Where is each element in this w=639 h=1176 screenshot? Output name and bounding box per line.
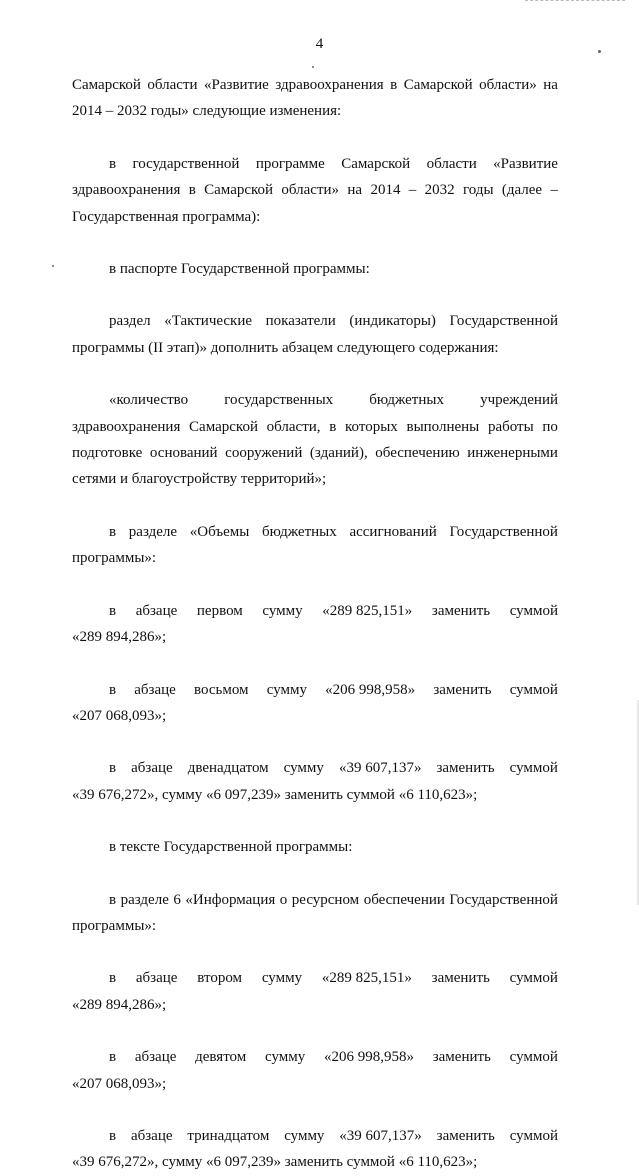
text-line — [72, 598, 558, 624]
word: абзаце — [134, 681, 176, 698]
scan-edge-mark — [525, 0, 625, 2]
word: «39 607,137» — [339, 1127, 422, 1144]
word: абзаце — [130, 1127, 173, 1144]
word: раздел — [109, 313, 151, 330]
text-line: программы»: — [72, 917, 157, 934]
word: «39 607,137» — [338, 760, 422, 777]
text-line — [72, 72, 558, 98]
scan-speck — [312, 66, 314, 68]
word: работы — [487, 418, 534, 435]
text-line — [72, 308, 558, 334]
word: первом — [196, 602, 243, 619]
word: учреждений — [480, 392, 558, 409]
word: «289 825,151» — [322, 602, 413, 619]
word: суммой — [509, 681, 558, 698]
word: Самарской — [72, 77, 141, 93]
text-line — [72, 440, 558, 466]
word: тринадцатом — [187, 1127, 270, 1144]
word: суммой — [509, 1127, 558, 1144]
text-line: «39 676,272», сумму «6 097,239» заменить суммой «6 110,623»; — [72, 1154, 478, 1171]
word: заменить — [431, 602, 491, 619]
text-line: программы (II этап)» дополнить абзацем следующего содержания: — [72, 339, 499, 356]
word: 6 — [173, 891, 181, 908]
text-line: «207 068,093»; — [72, 1075, 167, 1092]
word: в — [390, 77, 398, 93]
word: в — [109, 1127, 117, 1144]
word: 2014 — [370, 182, 401, 199]
word: двенадцатом — [187, 760, 269, 777]
text-line — [72, 151, 558, 177]
word: годы — [462, 182, 494, 199]
word: в — [109, 523, 117, 540]
word: на — [347, 182, 363, 199]
word: – — [550, 182, 558, 199]
word: государственных — [224, 392, 334, 409]
word: «206 998,958» — [323, 1049, 414, 1066]
word: разделе — [120, 891, 169, 908]
word: сумму — [283, 760, 324, 777]
word: инженерными — [467, 445, 558, 462]
text-line: в тексте Государственной программы: — [109, 839, 353, 856]
word: области — [426, 155, 477, 172]
word: заменить — [436, 1127, 495, 1144]
word: области» — [281, 182, 340, 199]
text-line — [72, 519, 558, 545]
text-line — [72, 387, 558, 413]
word: в — [109, 970, 117, 987]
word: абзаце — [135, 970, 178, 987]
word: «Тактические — [164, 313, 253, 330]
word: разделе — [128, 523, 178, 540]
word: выполнены — [406, 418, 480, 435]
text-line: сетями и благоустройству территорий»; — [72, 471, 327, 488]
word: здравоохранения — [72, 418, 181, 435]
word: (далее — [501, 182, 543, 199]
word: государственной — [132, 155, 240, 172]
text-line — [72, 1123, 558, 1149]
word: «Развитие — [204, 77, 269, 93]
word: «289 825,151» — [321, 970, 412, 987]
text-line — [72, 677, 558, 703]
text-line — [72, 414, 558, 440]
word: в — [109, 760, 117, 777]
word: Государственной — [449, 891, 558, 908]
word: «Объемы — [189, 523, 250, 540]
word: заменить — [431, 970, 490, 987]
word: области — [147, 77, 198, 93]
word: в — [109, 602, 117, 619]
word: 2032 — [424, 182, 455, 199]
word: Государственной — [449, 313, 558, 330]
text-line: Государственная программа): — [72, 208, 261, 225]
word: (индикаторы) — [349, 313, 436, 330]
word: сумму — [262, 602, 303, 619]
word: оснований — [149, 445, 218, 462]
word: Самарской — [189, 418, 258, 435]
word: в — [109, 1049, 117, 1066]
scan-speck — [52, 265, 54, 267]
word: бюджетных — [262, 523, 337, 540]
text-line: «39 676,272», сумму «6 097,239» заменить суммой «6 110,623»; — [72, 786, 478, 803]
word: в — [329, 418, 337, 435]
word: в — [109, 891, 117, 908]
word: сумму — [261, 970, 303, 987]
text-line: «207 068,093»; — [72, 707, 167, 724]
word: суммой — [509, 1049, 558, 1066]
word: Государственной — [449, 523, 558, 540]
word: – — [408, 182, 417, 199]
document-body — [72, 72, 558, 1176]
word: сумму — [265, 1049, 306, 1066]
word: сумму — [266, 681, 307, 698]
word: области» — [479, 77, 537, 93]
word: на — [543, 77, 558, 93]
text-line — [72, 1044, 558, 1070]
text-line: программы»: — [72, 550, 157, 567]
page-number: 4 — [315, 36, 324, 52]
word: в — [109, 681, 117, 698]
word: втором — [197, 970, 243, 987]
word: области, — [266, 418, 321, 435]
text-line: «289 894,286»; — [72, 996, 167, 1013]
word: заменить — [433, 681, 492, 698]
word: суммой — [509, 602, 558, 619]
word: девятом — [195, 1049, 247, 1066]
word: абзаце — [135, 602, 178, 619]
word: о — [279, 891, 288, 908]
word: суммой — [509, 970, 558, 987]
word: обеспечении — [363, 891, 445, 908]
word: которых — [345, 418, 398, 435]
word: по — [542, 418, 558, 435]
word: показатели — [265, 313, 336, 330]
word: абзаце — [134, 1049, 177, 1066]
word: бюджетных — [369, 392, 444, 409]
word: обеспечению — [375, 445, 460, 462]
word: ассигнований — [349, 523, 437, 540]
word: в — [188, 182, 196, 199]
text-line: «289 894,286»; — [72, 629, 167, 646]
word: ресурсном — [291, 891, 360, 908]
text-line — [72, 887, 558, 913]
word: заменить — [432, 1049, 491, 1066]
word: «Информация — [185, 891, 276, 908]
text-line — [72, 177, 558, 203]
word: здравоохранения — [275, 77, 384, 93]
word: подготовке — [72, 445, 143, 462]
word: суммой — [509, 760, 558, 777]
word: заменить — [436, 760, 495, 777]
word: восьмом — [194, 681, 249, 698]
word: Самарской — [341, 155, 411, 172]
text-line: в паспорте Государственной программы: — [109, 261, 370, 278]
word: здравоохранения — [72, 182, 181, 199]
word: Самарской — [403, 77, 473, 93]
text-line — [72, 755, 558, 781]
word: в — [109, 155, 117, 172]
word: «206 998,958» — [325, 681, 416, 698]
word: программе — [255, 155, 325, 172]
word: «Развитие — [493, 155, 558, 172]
word: «количество — [109, 392, 189, 409]
word: сумму — [284, 1127, 325, 1144]
text-line — [72, 965, 558, 991]
word: сооружений — [225, 445, 303, 462]
word: абзаце — [131, 760, 173, 777]
word: (зданий), — [309, 445, 368, 462]
text-line: 2014 – 2032 годы» следующие изменения: — [72, 103, 342, 120]
word: Самарской — [204, 182, 274, 199]
